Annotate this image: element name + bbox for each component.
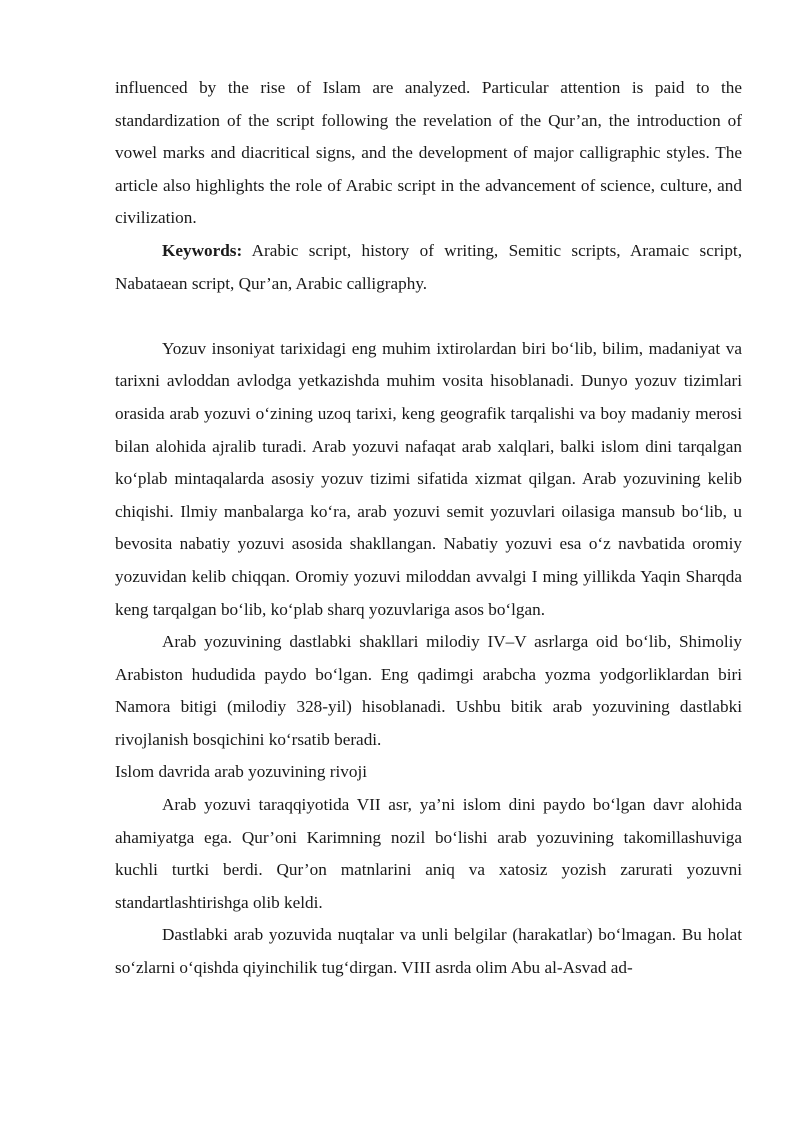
section-heading: Islom davrida arab yozuvining rivoji [115, 762, 368, 782]
keywords-paragraph [115, 235, 742, 300]
paragraph-spacer [115, 300, 742, 333]
keywords-label: Keywords: [162, 240, 243, 260]
body-paragraph-3: Arab yozuvi taraqqiyotida VII asr, ya’ni islom dini paydo bo‘lgan davr alohida ahamiyatga ega. Qur’oni Karimning nozil bo‘lishi arab yozuvining takomillashuviga kuchli turtki berdi. Qur’on matnlarini aniq va xatosiz yozish zarurati yozuvni standartlashtirishga olib keldi. [115, 795, 742, 912]
body-paragraph-1: Yozuv insoniyat tarixidagi eng muhim ixtirolardan biri bo‘lib, bilim, madaniyat va tarixni avloddan avlodga yetkazishda muhim vosita hisoblanadi. Dunyo yozuv tizimlari orasida arab yozuvi o‘zining uzoq tarixi, keng geografik tarqalishi va boy madaniy merosi bilan alohida ajralib turadi. Arab yozuvi nafaqat arab xalqlari, balki islom dini tarqalgan ko‘plab mintaqalarda asosiy yozuv tizimi sifatida xizmat qilgan. Arab yozuvining kelib chiqishi. Ilmiy manbalarga ko‘ra, arab yozuvi semit yozuvlari oilasiga mansub bo‘lib, u bevosita nabatiy yozuvi asosida shakllangan. Nabatiy yozuvi esa o‘z navbatida oromiy yozuvidan kelib chiqqan. Oromiy yozuvi miloddan avvalgi I ming yillikda Yaqin Sharqda keng tarqalgan bo‘lib, ko‘plab sharq yozuvlariga asos bo‘lgan. [115, 338, 742, 619]
body-paragraph-2: Arab yozuvining dastlabki shakllari milodiy IV–V asrlarga oid bo‘lib, Shimoliy Arabiston hududida paydo bo‘lgan. Eng qadimgi arabcha yozma yodgorliklardan biri Namora bitigi (milodiy 328-yil) hisoblanadi. Ushbu bitik arab yozuvining dastlabki rivojlanish bosqichini ko‘rsatib beradi. [115, 632, 742, 749]
abstract-paragraph: influenced by the rise of Islam are analyzed. Particular attention is paid to the standardization of the script following the revelation of the Qur’an, the introduction of vowel marks and diacritical signs, and the development of major calligraphic styles. The article also highlights the role of Arabic script in the advancement of science, culture, and civilization. [115, 78, 742, 228]
body-paragraph-4: Dastlabki arab yozuvida nuqtalar va unli belgilar (harakatlar) bo‘lmagan. Bu holat so‘zlarni o‘qishda qiyinchilik tug‘dirgan. VIII asrda olim Abu al-Asvad ad- [115, 925, 742, 978]
document-page [115, 72, 742, 985]
keywords-text: Arabic script, history of writing, Semitic scripts, Aramaic script, Nabataean script, Qur’an, Arabic calligraphy. [115, 240, 742, 293]
